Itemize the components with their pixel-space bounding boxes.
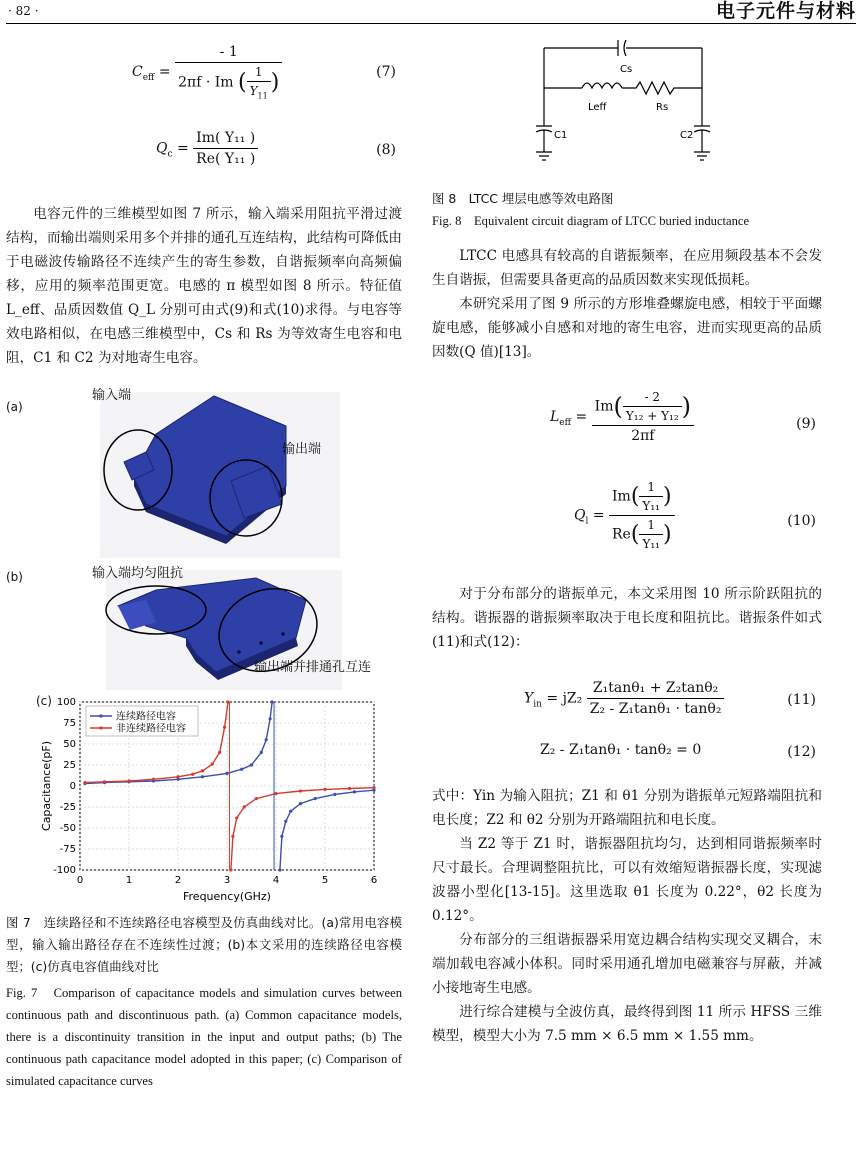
eq8-lhs: Q [156,140,168,157]
eq9-inner-num: - 2 [623,390,682,407]
right-paragraph-6: 分布部分的三组谐振器采用宽边耦合结构实现交叉耦合，末端加载电容减小体积。同时采用通孔增加电磁兼容与屏蔽，并减小接地寄生电感。 [432,932,822,996]
equation-7: $C_{eff}$ = - 1 2πf · Im ( $\frac{1}{Y_{11}}$ ) (7) [132,44,396,101]
y-tick-label: 75 [63,718,76,729]
equation-9: $L_{eff}$ = Im( $\frac{- 2}{\text{Y₁₂ + Y₁₂}}$ ) 2πf (9) [550,390,816,444]
data-point [201,769,204,772]
left-column [6,30,402,1092]
eq9-denominator: 2πf [631,428,655,444]
x-tick-label: 4 [272,875,280,886]
data-point [240,768,243,771]
y-tick-label: 25 [63,760,76,771]
data-point [333,793,336,796]
y-tick-label: 100 [56,697,76,708]
eq7-numerator: - 1 [175,44,282,63]
fig7-caption-en: Fig. 7 Comparison of capacitance models and simulation curves between continuous path and discontinuous path. (a) Common capacitance models, there is a discontinuity transition in the input and output paths; (b) The continuous path capacitance model adopted in this paper; (c) Comparison of simulated capacitance curves [6,986,402,1088]
data-point [348,787,351,790]
eq9-inner-den: Y₁₂ + Y₁₂ [625,409,679,423]
right-paragraph-4: 式中：Yin 为输入阻抗；Z1 和 θ1 分别为谐振单元短路端阻抗和电长度；Z2 和 θ2 分别为开路端阻抗和电长度。 [432,788,822,828]
eq7-number: (7) [376,64,396,80]
data-point [211,763,214,766]
eq9-lhs: L [550,409,560,425]
y-tick-label: 50 [63,739,76,750]
eq9-number: (9) [796,416,816,432]
y-tick-label: -100 [53,865,76,876]
circuit-diagram [432,30,822,176]
data-point [269,717,272,720]
right-paragraph-7: 进行综合建模与全波仿真，最终得到图 11 所示 HFSS 三维模型，模型大小为 7.5 mm × 6.5 mm × 1.55 mm。 [432,1004,822,1044]
right-column [432,30,822,1048]
data-point [274,792,277,795]
eq12-text: Z₂ - Z₁tanθ₁ · tanθ₂ = 0 [540,742,702,758]
right-paragraph-3: 对于分布部分的谐振单元，本文采用图 10 所示阶跃阻抗的结构。谐振器的谐振频率取决于电长度和阻抗比。谐振条件如式(11)和式(12)： [432,586,822,650]
fig7b-output-label: 输出端并排通孔互连 [254,660,372,675]
data-point [231,835,234,838]
circuit-rs: Rs [656,102,669,113]
eq7-inner-den: Y [249,84,258,98]
data-point [218,751,221,754]
eq8-denominator: Re( Y₁₁ ) [196,151,256,167]
y-axis-label: Capacitance(pF) [40,741,53,831]
fig7c-tag: (c) [36,694,52,708]
fig7a-output-label: 输出端 [282,442,322,457]
y-tick-label: 0 [69,781,76,792]
data-point [372,786,375,789]
fig7-caption-cn: 图 7 连续路径和不连续路径电容模型及仿真曲线对比。(a)常用电容模型，输入输出路径存在不连续性过渡；(b)本文采用的连续路径电容模型；(c)仿真电容值曲线对比 [6,915,402,974]
eq11-rhs-pre: = jZ₂ [546,690,583,707]
right-paragraph-2: 本研究采用了图 9 所示的方形堆叠螺旋电感，相较于平面螺旋电感，能够减小自感和对地的寄生电容，进而实现更高的品质因数(Q 值)[13]。 [432,296,822,360]
eq10-den-inner-den: Y₁₁ [642,537,660,551]
data-point [223,726,226,729]
header-rule [6,23,856,24]
data-point [323,788,326,791]
eq10-num-inner-num: 1 [639,480,663,497]
circuit-cs: Cs [620,64,633,75]
eq7-inner-num: 1 [247,65,271,82]
circuit-c2: C2 [680,130,694,141]
data-point [201,775,204,778]
eq11-lhs-sub: in [533,699,542,710]
x-tick-label: 6 [370,875,378,886]
data-point [103,780,106,783]
y-tick-label: -25 [59,802,76,813]
data-point [250,763,253,766]
eq10-den-inner-num: 1 [639,518,663,535]
legend-marker [99,726,102,729]
data-point [127,779,130,782]
circuit-leff: Leff [588,102,607,113]
data-point [235,816,238,819]
eq7-lhs-sub: eff [142,73,155,83]
fig7a-input-label: 输入端 [92,388,132,403]
equation-10: $Q_l$ = Im( $\frac{1}{\text{Y₁₁}}$ ) Re( $\frac{1}{\text{Y₁₁}}$ ) (10) [574,480,816,551]
fig7b-tag: (b) [6,570,23,584]
eq10-lhs-sub: l [585,516,589,527]
fig7a-model [6,386,402,558]
eq7-denominator-pre: 2πf · Im [178,74,234,91]
data-point [260,751,263,754]
data-point [265,738,268,741]
y-tick-label: -75 [59,844,76,855]
capacitance-chart [6,694,402,906]
data-point [255,797,258,800]
x-tick-label: 1 [125,875,133,886]
journal-title: 电子元件与材料 [715,0,856,22]
data-point [176,775,179,778]
equation-8: $Q_c$ = $\frac{\text{Im( Y₁₁ )}}{\text{Re( Y₁₁ )}}$ (8) [156,130,396,167]
data-point [270,700,273,703]
eq12-number: (12) [787,744,816,760]
data-point [152,778,155,781]
data-point [243,805,246,808]
figure-7a [6,386,402,558]
data-point [191,773,194,776]
right-paragraph-5: 当 Z2 等于 Z1 时，谐振器阻抗均匀，达到相同谐振频率时尺寸最长。合理调整阻抗比，可以有效缩短谐振器长度，实现滤波器小型化[13-15]。这里选取 θ1 长度为 0.22°，θ2 长度为 0.12°。 [432,836,822,924]
data-point [278,868,281,871]
figure-7c [6,694,402,906]
fig8-caption-cn: 图 8 LTCC 埋层电感等效电路图 [432,191,614,206]
data-point [299,789,302,792]
x-axis-label: Frequency(GHz) [183,890,271,903]
circuit-c1: C1 [554,130,568,141]
data-point [314,797,317,800]
legend-label: 非连续路径电容 [116,723,186,735]
fig7b-input-label: 输入端均匀阻抗 [92,566,184,581]
eq8-number: (8) [376,142,396,158]
eq9-lhs-sub: eff [559,417,572,428]
fig7a-tag: (a) [6,400,23,414]
equation-11 [432,668,822,732]
x-tick-label: 3 [223,875,231,886]
eq7-lhs: C [132,64,143,81]
eq11-number: (11) [787,692,816,708]
legend-marker [99,714,102,717]
data-point [299,802,302,805]
data-point [353,790,356,793]
eq10-num-inner-den: Y₁₁ [642,499,660,513]
data-point [225,772,228,775]
page-number: · 82 · [8,4,39,18]
eq10-lhs: Q [574,507,586,524]
x-tick-label: 5 [321,875,329,886]
eq11-denominator: Z₂ - Z₁tanθ₁ · tanθ₂ [589,701,722,717]
eq8-lhs-sub: c [167,149,173,160]
figure-7b [6,564,402,692]
legend-label: 连续路径电容 [116,711,176,723]
data-point [83,781,86,784]
eq10-number: (10) [787,513,816,529]
data-point [280,835,283,838]
eq11-numerator: Z₁tanθ₁ + Z₂tanθ₂ [587,680,725,699]
right-paragraph-1: LTCC 电感具有较高的自谐振频率，在应用频段基本不会发生自谐振，但需要具备更高的品质因数来实现低损耗。 [432,248,822,288]
equation-12 [432,732,822,772]
left-paragraph-1: 电容元件的三维模型如图 7 所示，输入端采用阻抗平滑过渡结构，而输出端则采用多个并排的通孔互连结构，此结构可降低由于电磁波传输路径不连续产生的寄生参数，自谐振频率向高频偏移，应用的频率范围更宽。电感的 π 模型如图 8 所示。特征值 L_eff、品质因数值 Q_L 分别可由式(9)和式(10)求得。与电容等效电路相似，在电感三维模型中，Cs 和 Rs 为等效寄生电容和电阻，C1 和 C2 为对地寄生电容。 [6,206,402,366]
eq7-inner-den-sub: 11 [257,91,268,101]
fig8-caption-en: Fig. 8 Equivalent circuit diagram of LTCC buried inductance [432,214,750,228]
eq8-numerator: Im( Y₁₁ ) [193,130,258,149]
figure-8-circuit [432,30,822,176]
y-tick-label: -50 [59,823,76,834]
x-tick-label: 2 [174,875,182,886]
data-point [284,820,287,823]
data-point [289,810,292,813]
eq11-lhs: Y [524,690,534,707]
x-tick-label: 0 [76,875,84,886]
